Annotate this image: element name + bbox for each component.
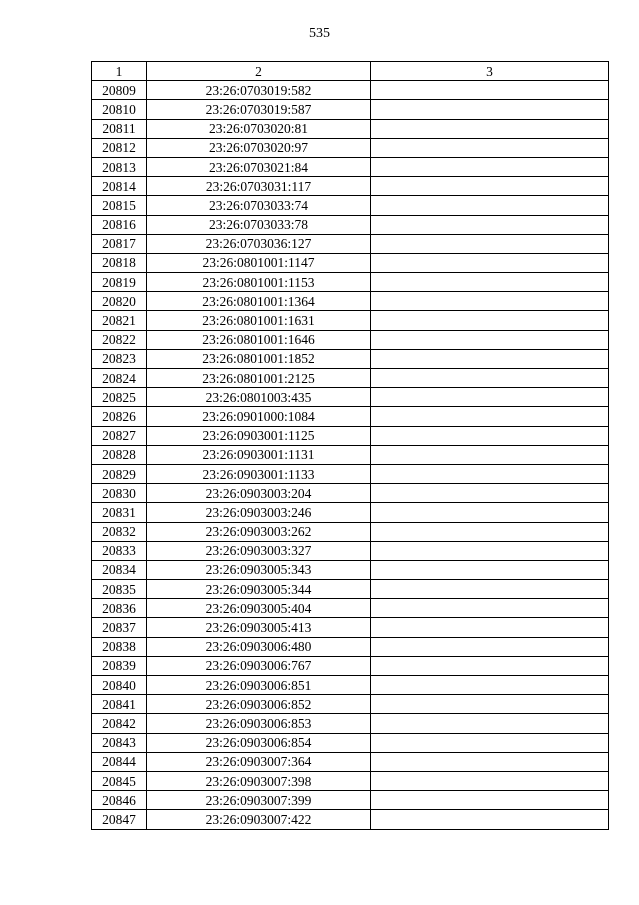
table-row (92, 637, 609, 656)
cadastral-number-cell: 23:26:0801001:2125 (147, 369, 371, 388)
row-number-cell: 20822 (92, 330, 147, 349)
table-row (92, 445, 609, 464)
table-row (92, 695, 609, 714)
row-number-cell: 20836 (92, 599, 147, 618)
notes-cell (371, 522, 609, 541)
notes-cell (371, 388, 609, 407)
notes-cell (371, 177, 609, 196)
notes-cell (371, 292, 609, 311)
table-row (92, 599, 609, 618)
table-row (92, 119, 609, 138)
cadastral-number-cell: 23:26:0801001:1646 (147, 330, 371, 349)
table-row (92, 503, 609, 522)
cadastral-number-cell: 23:26:0703019:587 (147, 100, 371, 119)
notes-cell (371, 426, 609, 445)
notes-cell (371, 714, 609, 733)
cadastral-number-cell: 23:26:0903006:767 (147, 656, 371, 675)
row-number-cell: 20828 (92, 445, 147, 464)
notes-cell (371, 369, 609, 388)
table-row (92, 100, 609, 119)
row-number-cell: 20819 (92, 273, 147, 292)
column-header-1: 1 (92, 62, 147, 81)
notes-cell (371, 810, 609, 829)
table-row (92, 676, 609, 695)
table-row (92, 349, 609, 368)
table-row (92, 196, 609, 215)
notes-cell (371, 330, 609, 349)
notes-cell (371, 407, 609, 426)
notes-cell (371, 464, 609, 483)
row-number-cell: 20842 (92, 714, 147, 733)
column-header-3: 3 (371, 62, 609, 81)
cadastral-number-cell: 23:26:0703020:97 (147, 138, 371, 157)
notes-cell (371, 196, 609, 215)
row-number-cell: 20834 (92, 560, 147, 579)
cadastral-number-cell: 23:26:0703019:582 (147, 81, 371, 100)
table-row (92, 234, 609, 253)
notes-cell (371, 752, 609, 771)
row-number-cell: 20809 (92, 81, 147, 100)
cadastral-number-cell: 23:26:0901000:1084 (147, 407, 371, 426)
table-row (92, 752, 609, 771)
cadastral-number-cell: 23:26:0903003:246 (147, 503, 371, 522)
cadastral-number-cell: 23:26:0903007:422 (147, 810, 371, 829)
table-row (92, 426, 609, 445)
notes-cell (371, 234, 609, 253)
table-row (92, 330, 609, 349)
notes-cell (371, 580, 609, 599)
notes-cell (371, 791, 609, 810)
row-number-cell: 20823 (92, 349, 147, 368)
cadastral-number-cell: 23:26:0801001:1852 (147, 349, 371, 368)
notes-cell (371, 157, 609, 176)
notes-cell (371, 676, 609, 695)
notes-cell (371, 215, 609, 234)
cadastral-number-cell: 23:26:0703033:78 (147, 215, 371, 234)
cadastral-number-cell: 23:26:0903005:413 (147, 618, 371, 637)
row-number-cell: 20825 (92, 388, 147, 407)
notes-cell (371, 503, 609, 522)
notes-cell (371, 445, 609, 464)
row-number-cell: 20841 (92, 695, 147, 714)
row-number-cell: 20816 (92, 215, 147, 234)
cadastral-number-cell: 23:26:0801001:1153 (147, 273, 371, 292)
row-number-cell: 20831 (92, 503, 147, 522)
table-body (92, 81, 609, 829)
table-row (92, 560, 609, 579)
notes-cell (371, 119, 609, 138)
notes-cell (371, 100, 609, 119)
table-row (92, 157, 609, 176)
row-number-cell: 20835 (92, 580, 147, 599)
notes-cell (371, 733, 609, 752)
notes-cell (371, 599, 609, 618)
table-row (92, 215, 609, 234)
cadastral-number-cell: 23:26:0903006:853 (147, 714, 371, 733)
table-row (92, 292, 609, 311)
table-row (92, 81, 609, 100)
cadastral-number-cell: 23:26:0703031:117 (147, 177, 371, 196)
notes-cell (371, 618, 609, 637)
cadastral-number-cell: 23:26:0903007:398 (147, 771, 371, 790)
row-number-cell: 20838 (92, 637, 147, 656)
cadastral-number-cell: 23:26:0801001:1364 (147, 292, 371, 311)
row-number-cell: 20810 (92, 100, 147, 119)
row-number-cell: 20837 (92, 618, 147, 637)
table-row (92, 464, 609, 483)
row-number-cell: 20827 (92, 426, 147, 445)
row-number-cell: 20846 (92, 791, 147, 810)
table-row (92, 771, 609, 790)
table-row (92, 253, 609, 272)
cadastral-number-cell: 23:26:0903007:399 (147, 791, 371, 810)
cadastral-number-cell: 23:26:0703021:84 (147, 157, 371, 176)
row-number-cell: 20845 (92, 771, 147, 790)
table-row (92, 407, 609, 426)
cadastral-number-cell: 23:26:0903005:343 (147, 560, 371, 579)
table-row (92, 580, 609, 599)
cadastral-number-cell: 23:26:0903001:1125 (147, 426, 371, 445)
cadastral-number-cell: 23:26:0903001:1131 (147, 445, 371, 464)
cadastral-number-cell: 23:26:0903006:852 (147, 695, 371, 714)
row-number-cell: 20820 (92, 292, 147, 311)
notes-cell (371, 138, 609, 157)
cadastral-number-cell: 23:26:0903003:262 (147, 522, 371, 541)
table-row (92, 810, 609, 829)
row-number-cell: 20839 (92, 656, 147, 675)
table-row (92, 522, 609, 541)
cadastral-number-cell: 23:26:0903003:327 (147, 541, 371, 560)
notes-cell (371, 637, 609, 656)
row-number-cell: 20814 (92, 177, 147, 196)
notes-cell (371, 695, 609, 714)
notes-cell (371, 311, 609, 330)
table-header-row (92, 62, 609, 81)
row-number-cell: 20824 (92, 369, 147, 388)
cadastral-number-cell: 23:26:0903006:480 (147, 637, 371, 656)
cadastral-number-cell: 23:26:0903006:854 (147, 733, 371, 752)
table-row (92, 388, 609, 407)
row-number-cell: 20812 (92, 138, 147, 157)
row-number-cell: 20847 (92, 810, 147, 829)
table-row (92, 541, 609, 560)
registry-table (91, 61, 609, 830)
row-number-cell: 20818 (92, 253, 147, 272)
table-row (92, 177, 609, 196)
table-row (92, 273, 609, 292)
notes-cell (371, 771, 609, 790)
row-number-cell: 20840 (92, 676, 147, 695)
table-row (92, 618, 609, 637)
page-number: 535 (309, 26, 330, 41)
cadastral-number-cell: 23:26:0801003:435 (147, 388, 371, 407)
row-number-cell: 20829 (92, 464, 147, 483)
cadastral-number-cell: 23:26:0801001:1147 (147, 253, 371, 272)
row-number-cell: 20826 (92, 407, 147, 426)
row-number-cell: 20815 (92, 196, 147, 215)
cadastral-number-cell: 23:26:0903005:344 (147, 580, 371, 599)
row-number-cell: 20817 (92, 234, 147, 253)
row-number-cell: 20821 (92, 311, 147, 330)
notes-cell (371, 81, 609, 100)
cadastral-number-cell: 23:26:0903003:204 (147, 484, 371, 503)
notes-cell (371, 541, 609, 560)
cadastral-number-cell: 23:26:0903001:1133 (147, 464, 371, 483)
table-row (92, 656, 609, 675)
table-row (92, 484, 609, 503)
table-row (92, 311, 609, 330)
row-number-cell: 20843 (92, 733, 147, 752)
notes-cell (371, 273, 609, 292)
cadastral-number-cell: 23:26:0903005:404 (147, 599, 371, 618)
row-number-cell: 20833 (92, 541, 147, 560)
cadastral-number-cell: 23:26:0703033:74 (147, 196, 371, 215)
notes-cell (371, 349, 609, 368)
table-row (92, 714, 609, 733)
row-number-cell: 20832 (92, 522, 147, 541)
cadastral-number-cell: 23:26:0801001:1631 (147, 311, 371, 330)
table-row (92, 369, 609, 388)
cadastral-number-cell: 23:26:0903007:364 (147, 752, 371, 771)
column-header-2: 2 (147, 62, 371, 81)
notes-cell (371, 560, 609, 579)
notes-cell (371, 253, 609, 272)
notes-cell (371, 484, 609, 503)
row-number-cell: 20813 (92, 157, 147, 176)
cadastral-number-cell: 23:26:0903006:851 (147, 676, 371, 695)
table-row (92, 138, 609, 157)
notes-cell (371, 656, 609, 675)
cadastral-number-cell: 23:26:0703020:81 (147, 119, 371, 138)
row-number-cell: 20844 (92, 752, 147, 771)
cadastral-number-cell: 23:26:0703036:127 (147, 234, 371, 253)
row-number-cell: 20811 (92, 119, 147, 138)
row-number-cell: 20830 (92, 484, 147, 503)
table-row (92, 733, 609, 752)
table-row (92, 791, 609, 810)
